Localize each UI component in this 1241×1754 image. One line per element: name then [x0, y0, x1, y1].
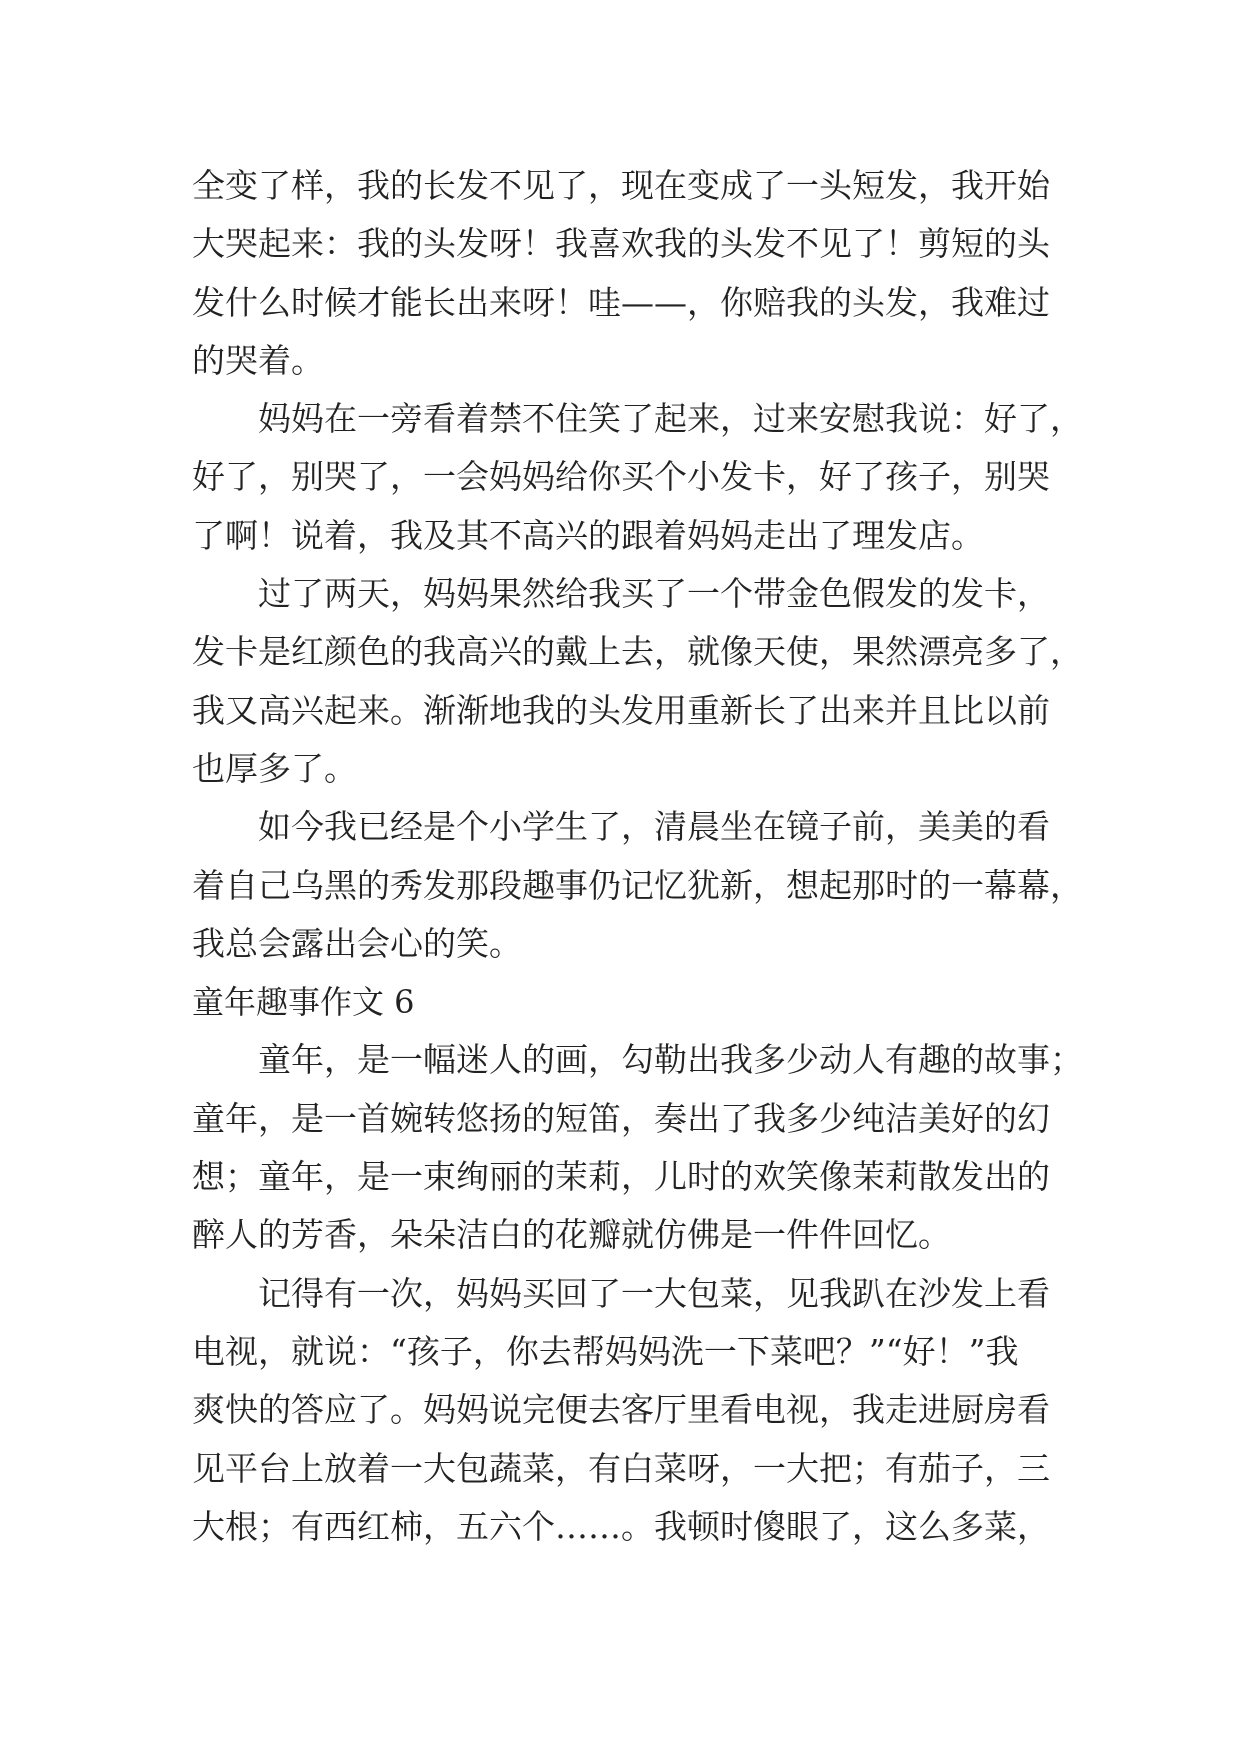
text-line: 的哭着。 [192, 340, 324, 380]
document-body [192, 157, 1083, 1556]
text-line: 大根；有西红柿，五六个……。我顿时傻眼了，这么多菜， [192, 1506, 1050, 1546]
text-line: 也厚多了。 [192, 748, 357, 788]
paragraph-first-line: 童年，是一幅迷人的画，勾勒出我多少动人有趣的故事； [258, 1040, 1083, 1080]
text-line: 电视，就说：“孩子，你去帮妈妈洗一下菜吧？”“好！”我 [192, 1331, 1019, 1371]
section-heading: 童年趣事作文 6 [192, 983, 415, 1022]
paragraph-first-line: 过了两天，妈妈果然给我买了一个带金色假发的发卡， [258, 574, 1050, 614]
paragraph-first-line: 妈妈在一旁看着禁不住笑了起来，过来安慰我说：好了， [258, 399, 1083, 439]
text-line: 爽快的答应了。妈妈说完便去客厅里看电视，我走进厨房看 [192, 1390, 1050, 1430]
text-line: 好了，别哭了，一会妈妈给你买个小发卡，好了孩子，别哭 [192, 457, 1050, 497]
text-line: 我总会露出会心的笑。 [192, 923, 522, 963]
paragraph-first-line: 如今我已经是个小学生了，清晨坐在镜子前，美美的看 [258, 807, 1050, 847]
text-line: 想；童年，是一束绚丽的茉莉，儿时的欢笑像茉莉散发出的 [192, 1157, 1050, 1197]
text-line: 了啊！说着，我及其不高兴的跟着妈妈走出了理发店。 [192, 515, 984, 555]
text-line: 醉人的芳香，朵朵洁白的花瓣就仿佛是一件件回忆。 [192, 1215, 951, 1255]
text-line: 全变了样，我的长发不见了，现在变成了一头短发，我开始 [192, 166, 1050, 205]
text-line: 见平台上放着一大包蔬菜，有白菜呀，一大把；有茄子，三 [192, 1448, 1050, 1488]
text-line: 发什么时候才能长出来呀！哇——，你赔我的头发，我难过 [192, 282, 1050, 322]
paragraph-first-line: 记得有一次，妈妈买回了一大包菜，见我趴在沙发上看 [258, 1273, 1050, 1313]
text-line: 我又高兴起来。渐渐地我的头发用重新长了出来并且比以前 [192, 690, 1050, 730]
text-line: 童年，是一首婉转悠扬的短笛，奏出了我多少纯洁美好的幻 [192, 1098, 1050, 1138]
text-line: 大哭起来：我的头发呀！我喜欢我的头发不见了！剪短的头 [192, 224, 1050, 264]
text-line: 着自己乌黑的秀发那段趣事仍记忆犹新，想起那时的一幕幕， [192, 865, 1083, 905]
text-line: 发卡是红颜色的我高兴的戴上去，就像天使，果然漂亮多了， [192, 632, 1083, 672]
